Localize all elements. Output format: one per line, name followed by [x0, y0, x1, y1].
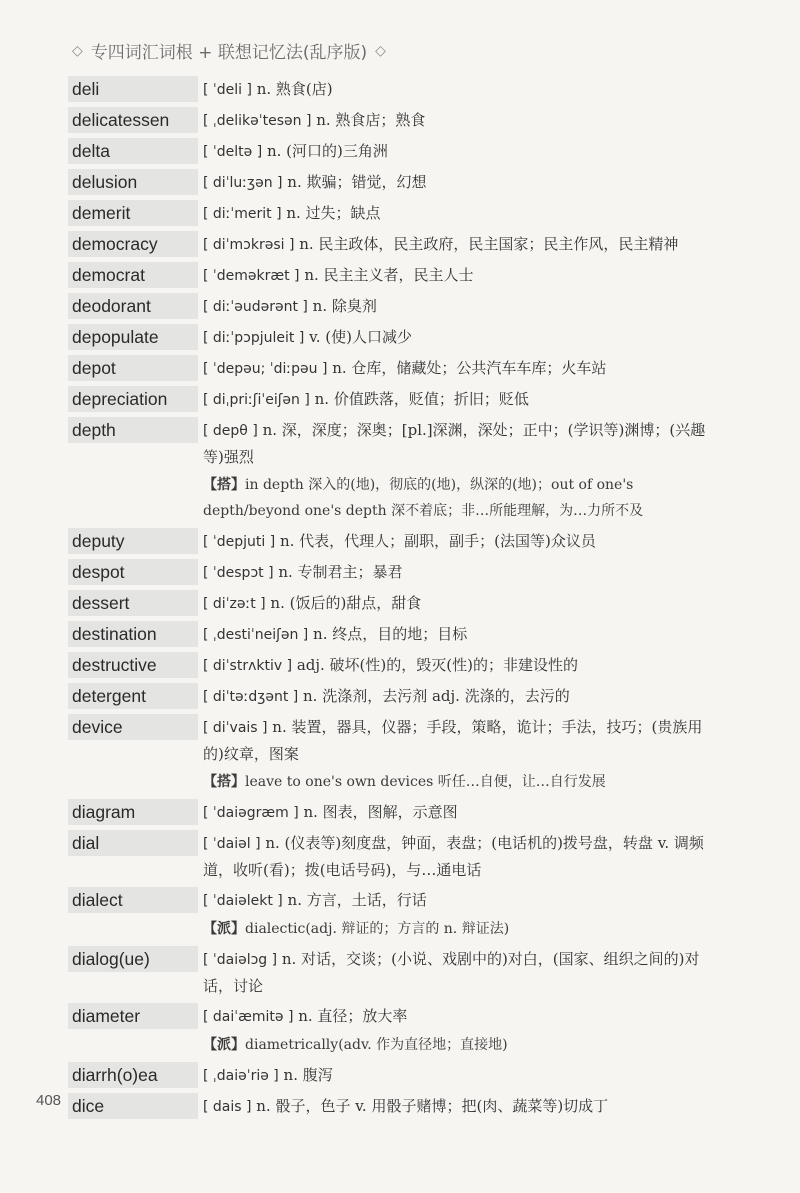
usage-note [203, 472, 718, 524]
definition: n. (饭后的)甜点，甜食 [270, 594, 422, 612]
phonetic: [ ˈdespɔt ] [203, 565, 274, 581]
entry-body [198, 417, 718, 524]
definition: n. 专制君主；暴君 [278, 563, 403, 581]
phonetic: [ ˈdeli ] [203, 82, 252, 98]
entry-body [198, 324, 718, 351]
entry-body [198, 138, 718, 165]
entry-body [198, 652, 718, 679]
note-text: in depth 深入的(地)，彻底的(地)，纵深的(地)；out of one's depth/beyond one's depth 深不着底；非…所能理解，为…力所不及 [203, 477, 644, 519]
dictionary-entry [68, 621, 718, 648]
definition: n. (仪表等)刻度盘，钟面，表盘；(电话机的)拨号盘，转盘 v. 调频道，收听(看)；拨(电话号码)，与…通电话 [203, 834, 704, 879]
entry-body [198, 621, 718, 648]
entry-body [198, 799, 718, 826]
dictionary-entry [68, 683, 718, 710]
dictionary-entry [68, 946, 718, 999]
phonetic: [ ˈdaiəlɔg ] [203, 952, 278, 968]
entry-body [198, 107, 718, 134]
phonetic: [ diˈvais ] [203, 720, 268, 736]
definition: n. (河口的)三角洲 [266, 142, 388, 160]
definition-line [203, 799, 718, 826]
dictionary-entry [68, 200, 718, 227]
definition-line [203, 946, 718, 999]
definition-line [203, 293, 718, 320]
phonetic: [ ˌdestiˈneiʃən ] [203, 627, 309, 643]
dictionary-entry [68, 590, 718, 617]
definition-line [203, 231, 718, 258]
definition-line [203, 200, 718, 227]
entry-body [198, 1062, 718, 1089]
headword: despot [68, 559, 198, 585]
dictionary-entry [68, 799, 718, 826]
definition: n. 价值跌落，贬值；折旧；贬低 [314, 390, 529, 408]
dictionary-entry [68, 76, 718, 103]
dictionary-entry [68, 714, 718, 795]
entry-body [198, 293, 718, 320]
note-tag: 【搭】 [203, 477, 245, 493]
dictionary-entry [68, 652, 718, 679]
headword: destructive [68, 652, 198, 678]
phonetic: [ ˈdaiəlekt ] [203, 893, 283, 909]
definition: n. 方言，土话，行话 [287, 891, 427, 909]
note-tag: 【派】 [203, 1037, 245, 1053]
definition: n. 直径；放大率 [298, 1007, 408, 1025]
entry-body [198, 169, 718, 196]
headword: device [68, 714, 198, 740]
note-tag: 【派】 [203, 921, 245, 937]
dictionary-entry [68, 386, 718, 413]
headword: dialect [68, 887, 198, 913]
dictionary-entry [68, 231, 718, 258]
definition: n. 民主主义者，民主人士 [304, 266, 474, 284]
headword: delicatessen [68, 107, 198, 133]
definition: n. 终点，目的地；目标 [313, 625, 468, 643]
headword: delta [68, 138, 198, 164]
definition: n. 骰子，色子 v. 用骰子赌博；把(肉、蔬菜等)切成丁 [256, 1097, 609, 1115]
headword: dessert [68, 590, 198, 616]
dictionary-entry [68, 293, 718, 320]
usage-note [203, 916, 718, 942]
dictionary-entry [68, 138, 718, 165]
definition-line [203, 714, 718, 767]
dictionary-entry [68, 528, 718, 555]
headword: destination [68, 621, 198, 647]
page-number: 408 [36, 1092, 62, 1109]
headword: diameter [68, 1003, 198, 1029]
definition: n. 欺骗；错觉，幻想 [287, 173, 427, 191]
dictionary-entry [68, 107, 718, 134]
headword: dialog(ue) [68, 946, 198, 972]
entry-body [198, 887, 718, 942]
entry-body [198, 386, 718, 413]
note-tag: 【搭】 [203, 774, 245, 790]
phonetic: [ ˈdaiəgræm ] [203, 805, 299, 821]
phonetic: [ ˈdeməkræt ] [203, 268, 300, 284]
definition-line [203, 324, 718, 351]
headword: dial [68, 830, 198, 856]
entry-body [198, 683, 718, 710]
dictionary-entry [68, 417, 718, 524]
definition: n. 腹泻 [283, 1066, 333, 1084]
definition: n. 熟食(店) [256, 80, 333, 98]
usage-note [203, 769, 718, 795]
entry-body [198, 1093, 718, 1120]
definition-line [203, 1062, 718, 1089]
definition-line [203, 590, 718, 617]
definition-line [203, 1093, 718, 1120]
phonetic: [ ˈdepəu; ˈdiːpəu ] [203, 361, 328, 377]
phonetic: [ diˌpriːʃiˈeiʃən ] [203, 392, 310, 408]
entry-body [198, 1003, 718, 1058]
definition: n. 装置，器具，仪器；手段，策略，诡计；手法，技巧；(贵族用的)纹章，图案 [203, 718, 703, 763]
entry-body [198, 946, 718, 999]
dictionary-entry [68, 559, 718, 586]
definition: n. 对话，交谈；(小说、戏剧中的)对白，(国家、组织之间的)对话，讨论 [203, 950, 700, 995]
definition-line [203, 830, 718, 883]
definition-line [203, 76, 718, 103]
definition-line [203, 528, 718, 555]
headword: delusion [68, 169, 198, 195]
dictionary-entry [68, 355, 718, 382]
definition: n. 代表，代理人；副职，副手；(法国等)众议员 [279, 532, 596, 550]
phonetic: [ dais ] [203, 1099, 252, 1115]
diamond-icon: ◇ [375, 42, 386, 59]
definition-line [203, 1003, 718, 1030]
definition-line [203, 169, 718, 196]
dictionary-entry [68, 324, 718, 351]
phonetic: [ ˌdaiəˈriə ] [203, 1068, 279, 1084]
phonetic: [ daiˈæmitə ] [203, 1009, 294, 1025]
phonetic: [ ˌdelikəˈtesən ] [203, 113, 312, 129]
note-text: leave to one's own devices 听任…自便，让…自行发展 [245, 774, 606, 790]
entry-body [198, 231, 718, 258]
headword: diagram [68, 799, 198, 825]
dictionary-entry [68, 830, 718, 883]
definition-line [203, 652, 718, 679]
definition: v. (使)人口减少 [309, 328, 412, 346]
definition-line [203, 262, 718, 289]
entry-body [198, 76, 718, 103]
definition: n. 熟食店；熟食 [316, 111, 426, 129]
definition-line [203, 138, 718, 165]
entry-body [198, 830, 718, 883]
headword: dice [68, 1093, 198, 1119]
definition: n. 仓库，储藏处；公共汽车车库；火车站 [332, 359, 607, 377]
definition: n. 过失；缺点 [286, 204, 381, 222]
entry-body [198, 355, 718, 382]
dictionary-entry [68, 887, 718, 942]
entry-body [198, 262, 718, 289]
diamond-icon: ◇ [72, 42, 83, 59]
entry-body [198, 559, 718, 586]
page-header [72, 38, 386, 63]
headword: democracy [68, 231, 198, 257]
phonetic: [ diːˈəudərənt ] [203, 299, 308, 315]
headword: depot [68, 355, 198, 381]
headword: detergent [68, 683, 198, 709]
definition-line [203, 417, 718, 470]
phonetic: [ diˈmɔkrəsi ] [203, 237, 295, 253]
phonetic: [ depθ ] [203, 423, 258, 439]
headword: depopulate [68, 324, 198, 350]
phonetic: [ ˈdeltə ] [203, 144, 263, 160]
definition: n. 洗涤剂，去污剂 adj. 洗涤的，去污的 [303, 687, 570, 705]
headword: demerit [68, 200, 198, 226]
definition: n. 除臭剂 [312, 297, 377, 315]
phonetic: [ diˈzəːt ] [203, 596, 266, 612]
phonetic: [ diːˈmerit ] [203, 206, 282, 222]
dictionary-entry [68, 1093, 718, 1120]
definition-line [203, 559, 718, 586]
definition-line [203, 621, 718, 648]
header-title: 专四词汇词根 + 联想记忆法(乱序版) [90, 43, 368, 63]
definition: adj. 破坏(性)的，毁灭(性)的；非建设性的 [296, 656, 578, 674]
note-text: diametrically(adv. 作为直径地；直接地) [245, 1037, 508, 1053]
entry-body [198, 714, 718, 795]
definition-line [203, 386, 718, 413]
phonetic: [ diˈluːʒən ] [203, 175, 283, 191]
entry-list [68, 76, 718, 1124]
headword: deli [68, 76, 198, 102]
phonetic: [ diˈtəːdʒənt ] [203, 689, 299, 705]
note-text: dialectic(adj. 辩证的；方言的 n. 辩证法) [245, 921, 510, 937]
headword: deputy [68, 528, 198, 554]
definition: n. 深，深度；深奥；[pl.]深渊，深处；正中；(学识等)渊博；(兴趣等)强烈 [203, 421, 706, 466]
dictionary-entry [68, 1062, 718, 1089]
definition-line [203, 887, 718, 914]
definition-line [203, 683, 718, 710]
headword: democrat [68, 262, 198, 288]
definition-line [203, 107, 718, 134]
entry-body [198, 528, 718, 555]
headword: depth [68, 417, 198, 443]
phonetic: [ ˈdaiəl ] [203, 836, 261, 852]
headword: diarrh(o)ea [68, 1062, 198, 1088]
phonetic: [ diːˈpɔpjuleit ] [203, 330, 305, 346]
definition: n. 图表，图解，示意图 [303, 803, 458, 821]
dictionary-entry [68, 169, 718, 196]
entry-body [198, 200, 718, 227]
usage-note [203, 1032, 718, 1058]
phonetic: [ ˈdepjuti ] [203, 534, 276, 550]
headword: depreciation [68, 386, 198, 412]
dictionary-entry [68, 1003, 718, 1058]
phonetic: [ diˈstrʌktiv ] [203, 658, 293, 674]
dictionary-entry [68, 262, 718, 289]
definition: n. 民主政体，民主政府，民主国家；民主作风，民主精神 [299, 235, 679, 253]
entry-body [198, 590, 718, 617]
definition-line [203, 355, 718, 382]
headword: deodorant [68, 293, 198, 319]
